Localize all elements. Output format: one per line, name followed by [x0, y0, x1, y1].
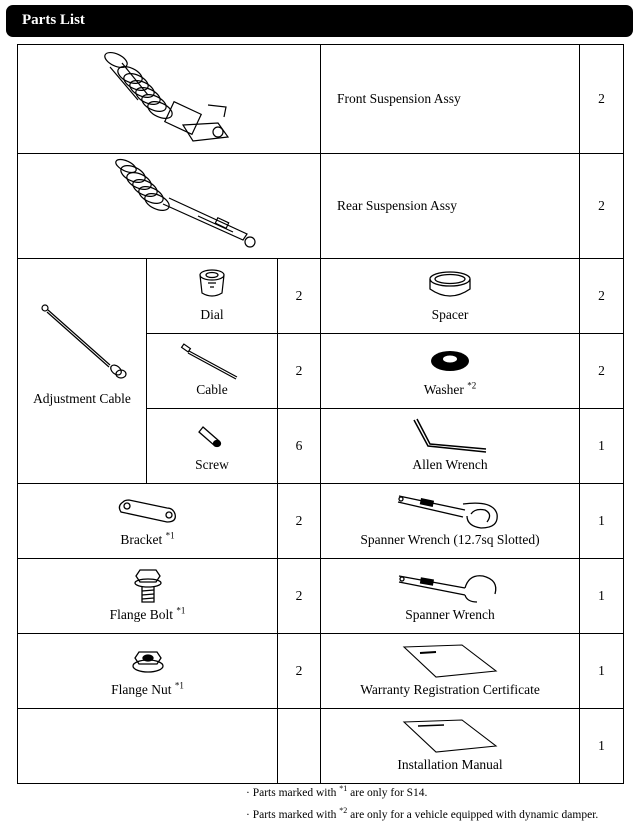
- dial-label: Dial: [200, 307, 224, 322]
- table-row: [18, 259, 624, 334]
- table-row: [18, 45, 624, 154]
- installation-manual-icon: [400, 718, 500, 754]
- front-suspension-qty: 2: [580, 45, 624, 154]
- table-row: [18, 709, 624, 784]
- screw-label: Screw: [195, 457, 229, 472]
- table-row: [18, 484, 624, 559]
- bracket-label: Bracket $^{*1}$: [120, 530, 175, 547]
- footnote-1: · Parts marked with $^{*1}$ are only for S14.: [246, 784, 428, 799]
- rear-suspension-name: Rear Suspension Assy: [321, 154, 580, 259]
- front-suspension-name: Front Suspension Assy: [321, 45, 580, 154]
- front-suspension-illustration: [18, 45, 321, 149]
- table-row: [18, 559, 624, 634]
- manual-cell: [321, 709, 580, 784]
- allen-wrench-label: Allen Wrench: [412, 457, 488, 472]
- cable-icon: [177, 341, 247, 381]
- table-row: [18, 154, 624, 259]
- screw-cell: [147, 409, 278, 484]
- flange-bolt-cell: [18, 559, 278, 634]
- flange-nut-cell: [18, 634, 278, 709]
- warranty-cell: [321, 634, 580, 709]
- spanner-wrench-slotted-icon: [395, 490, 505, 532]
- bracket-cell: [18, 484, 278, 559]
- warranty-qty: 1: [580, 634, 624, 709]
- footnote-2: · Parts marked with $^{*2}$ are only for a vehicle equipped with dynamic damper.: [246, 805, 599, 821]
- spanner-wrench-slotted-label: Spanner Wrench (12.7sq Slotted): [360, 532, 540, 547]
- rear-suspension-qty: 2: [580, 154, 624, 259]
- dial-cell: [147, 259, 278, 334]
- washer-qty: 2: [580, 334, 624, 409]
- flange-bolt-qty: 2: [278, 559, 321, 634]
- empty-qty-cell: [278, 709, 321, 784]
- rear-suspension-illustration: [18, 154, 321, 254]
- flange-nut-icon: [131, 646, 165, 676]
- washer-icon: [429, 348, 471, 374]
- table-row: [18, 634, 624, 709]
- screw-qty: 6: [278, 409, 321, 484]
- cable-cell: [147, 334, 278, 409]
- installation-manual-qty: 1: [580, 709, 624, 784]
- parts-list-header: [6, 5, 633, 37]
- spacer-cell: [321, 259, 580, 334]
- washer-cell: [321, 334, 580, 409]
- empty-cell: [18, 709, 278, 784]
- spacer-label: Spacer: [431, 307, 469, 322]
- dial-qty: 2: [278, 259, 321, 334]
- installation-manual-label: Installation Manual: [397, 757, 503, 772]
- cable-qty: 2: [278, 334, 321, 409]
- spanner-wrench-label: Spanner Wrench: [405, 607, 495, 622]
- spanner-wrench-slotted-qty: 1: [580, 484, 624, 559]
- warranty-label: Warranty Registration Certificate: [360, 682, 540, 697]
- adjustment-cable-cell: [18, 259, 147, 484]
- spanner-cell: [321, 559, 580, 634]
- allen-wrench-cell: [321, 409, 580, 484]
- parts-table: [17, 44, 624, 784]
- cable-label: Cable: [196, 382, 228, 397]
- spanner-slotted-cell: [321, 484, 580, 559]
- flange-nut-label: Flange Nut $^{*1}$: [111, 680, 184, 697]
- washer-label: Washer $^{*2}$: [423, 380, 477, 397]
- allen-wrench-qty: 1: [580, 409, 624, 484]
- spacer-qty: 2: [580, 259, 624, 334]
- flange-nut-qty: 2: [278, 634, 321, 709]
- bracket-qty: 2: [278, 484, 321, 559]
- front-suspension-image-cell: [18, 45, 321, 154]
- footnotes: [246, 780, 598, 824]
- rear-suspension-image-cell: [18, 154, 321, 259]
- spanner-wrench-qty: 1: [580, 559, 624, 634]
- flange-bolt-icon: [133, 566, 163, 606]
- spanner-wrench-icon: [395, 566, 505, 606]
- header-title: Parts List: [22, 12, 85, 28]
- dial-icon: [198, 269, 226, 303]
- allen-wrench-icon: [410, 416, 490, 456]
- screw-icon: [197, 421, 227, 451]
- adjustment-cable-label: Adjustment Cable: [33, 391, 131, 406]
- warranty-document-icon: [400, 643, 500, 679]
- spacer-icon: [427, 271, 473, 301]
- bracket-icon: [115, 496, 181, 526]
- flange-bolt-label: Flange Bolt $^{*1}$: [109, 605, 186, 622]
